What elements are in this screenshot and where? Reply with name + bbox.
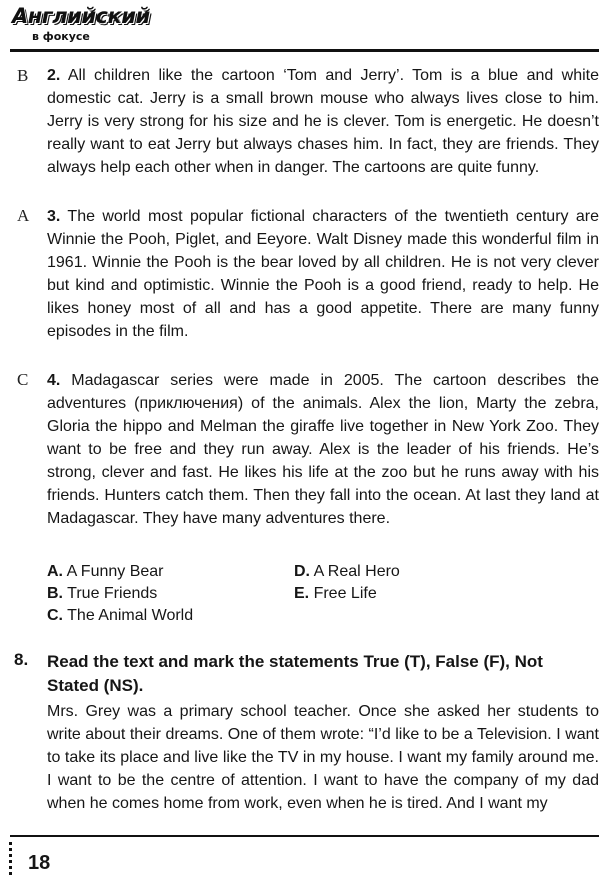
item-text: All children like the cartoon ‘Tom and Jerry’. Tom is a blue and white domestic cat. Jerry is a small brown mouse who always lives close to him. Jerry is very strong for his size and he is clever. Tom is energetic. He doesn’t really want to eat Jerry but always chases him. In fact, they are friends. They always help each other when in danger. The cartoons are quite funny.	[47, 67, 600, 176]
text-item-2	[47, 64, 599, 179]
option-d: D. A Real Hero	[294, 563, 400, 580]
item-number: 2.	[47, 67, 61, 84]
option-b: B. True Friends	[47, 585, 158, 602]
logo-title: Английский	[12, 4, 150, 28]
logo-subtitle: в фокусе	[32, 30, 90, 43]
dotted-margin-line	[9, 842, 12, 876]
book-logo	[10, 4, 170, 46]
answer-letter-2: B	[17, 66, 29, 85]
item-text: The world most popular fictional characters of the twentieth century are Winnie the Pooh, Piglet, and Eeyore. Walt Disney made this wonderful film in 1961. Winnie the Pooh is the bear loved by all children. He is not very clever but kind and optimistic. Winnie the Pooh is a good friend, ready to help. He likes honey most of all and has a good appetite. There are many funny episodes in the film.	[47, 208, 600, 340]
option-e: E. Free Life	[294, 585, 377, 602]
task-instruction: Read the text and mark the statements True (T), False (F), Not Stated (NS).	[47, 652, 543, 695]
item-number: 3.	[47, 208, 61, 225]
page-number: 18	[28, 852, 51, 874]
header-divider	[10, 49, 599, 52]
task-number: 8.	[14, 650, 29, 669]
option-c: C. The Animal World	[47, 607, 194, 624]
option-a: A. A Funny Bear	[47, 563, 164, 580]
text-item-3	[47, 205, 599, 343]
task-text: Mrs. Grey was a primary school teacher. Once she asked her students to write about their dreams. One of them wrote: “I’d like to be a Television. I want to take its place and live like the TV in my house. I want my family around me. I want to be the centre of attention. I want to have the company of my dad when he comes home from work, even when he is tired. And I want my	[47, 703, 599, 812]
answer-letter-3: A	[17, 206, 30, 225]
answer-letter-4: C	[17, 370, 29, 389]
text-item-4	[47, 369, 599, 530]
footer-divider	[10, 835, 599, 837]
item-number: 4.	[47, 372, 61, 389]
item-text: Madagascar series were made in 2005. The cartoon describes the adventures (приключения) of the animals. Alex the lion, Marty the zebra, Gloria the hippo and Melman the giraffe live together in New York Zoo. They want to be free and they run away. Alex is the leader of his friends. He’s strong, clever and fast. He likes his life at the zoo but he runs away with his friends. Hunters catch them. Then they fall into the ocean. At last they land at Madagascar. They have many adventures there.	[47, 372, 599, 527]
